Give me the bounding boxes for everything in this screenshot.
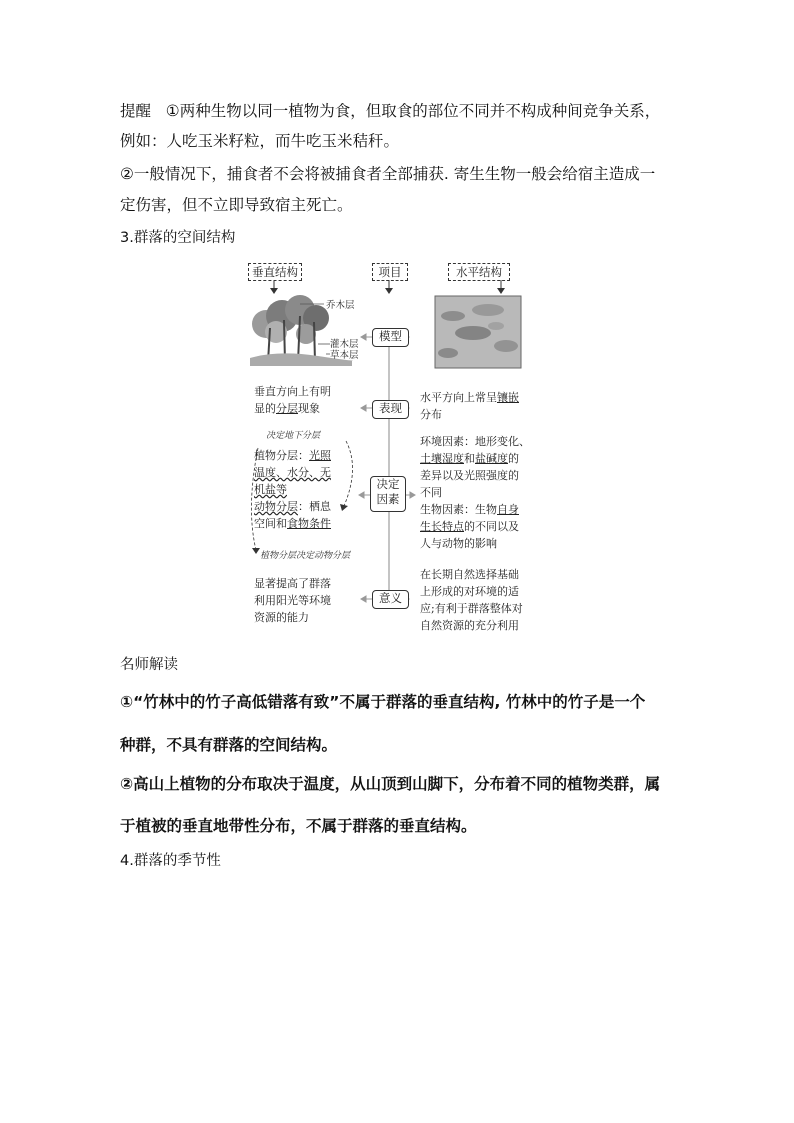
layer-shrub: 灌木层	[330, 339, 359, 350]
vertical-performance-1: 垂直方向上有明	[254, 385, 331, 398]
hf2d: 的	[508, 452, 519, 465]
handwritten-note-top: 决定地下分层	[266, 431, 321, 441]
layer-herb: 草本层	[330, 350, 359, 361]
hf5b: 自身	[497, 503, 519, 516]
tip-line-2: 例如：人吃玉米籽粒，而牛吃玉米秸秆。	[120, 132, 400, 150]
vertical-performance-2	[254, 401, 320, 416]
vertical-meaning-3: 资源的能力	[254, 611, 309, 624]
horizontal-performance-2: 分布	[420, 408, 442, 421]
horizontal-factor-3: 差异以及光照强度的	[420, 469, 519, 482]
spatial-structure-diagram	[248, 258, 548, 638]
horizontal-factor-1: 环境因素：地形变化、	[420, 435, 530, 448]
hf2b: 和	[464, 452, 475, 465]
hf2a: 土壤湿度	[420, 452, 464, 465]
tip-text-1: ①两种生物以同一植物为食，但取食的部位不同并不构成种间竞争关系，	[165, 102, 661, 120]
teacher-heading: 名师解读	[120, 657, 178, 673]
item-factor-line-1: 决定	[376, 477, 400, 491]
horizontal-performance-1	[420, 390, 519, 405]
vf1b: 光照	[309, 449, 331, 462]
item-meaning: 意义	[372, 590, 409, 609]
section-3-heading: 3.群落的空间结构	[120, 230, 236, 246]
vertical-factor-4	[254, 499, 331, 514]
header-item: 项目	[372, 263, 408, 281]
tip-line-3: ②一般情况下，捕食者不会将被捕食者全部捕获. 寄生生物一般会给宿主造成一	[120, 165, 656, 183]
teacher-p1-line1: ①“竹林中的竹子高低错落有致”不属于群落的垂直结构, 竹林中的竹子是一个	[120, 693, 646, 711]
tip-label: 提醒	[120, 102, 152, 120]
item-factor-line-2: 因素	[376, 492, 400, 506]
header-vertical: 垂直结构	[248, 263, 302, 281]
header-horizontal: 水平结构	[448, 263, 510, 281]
vf5a: 空间和	[254, 517, 287, 530]
horizontal-meaning-1: 在长期自然选择基础	[420, 568, 519, 581]
section-4-heading: 4.群落的季节性	[120, 853, 221, 869]
hp1b: 镶嵌	[497, 391, 519, 404]
vf4a: 动物分层	[254, 500, 298, 513]
hf2c: 盐碱度	[475, 452, 508, 465]
tip-line-1	[120, 101, 680, 121]
hf5a: 生物因素：生物	[420, 503, 497, 516]
vertical-meaning-2: 利用阳光等环境	[254, 594, 331, 607]
vf5b: 食物条件	[287, 517, 331, 530]
vf4b: ：栖息	[298, 500, 331, 513]
item-model: 模型	[372, 328, 409, 347]
vertical-factor-1	[254, 448, 331, 463]
vertical-factor-2: 温度、水分、无	[254, 466, 331, 479]
horizontal-factor-5	[420, 502, 519, 517]
hp1a: 水平方向上常呈	[420, 391, 497, 404]
hf6b: 的不同以及	[464, 520, 519, 533]
vp2a: 显的	[254, 402, 276, 415]
horizontal-factor-6	[420, 519, 519, 534]
teacher-p2-line1: ②高山上植物的分布取决于温度，从山顶到山脚下，分布着不同的植物类群，属	[120, 775, 661, 793]
vertical-factor-3: 机盐等	[254, 483, 287, 496]
horizontal-structure-image	[435, 296, 521, 368]
handwritten-note-bottom: 植物分层决定动物分层	[260, 551, 351, 561]
horizontal-factor-2	[420, 451, 519, 466]
horizontal-factor-7: 人与动物的影响	[420, 537, 497, 550]
tip-line-4: 定伤害，但不立即导致宿主死亡。	[120, 196, 353, 214]
horizontal-meaning-3: 应;有利于群落整体对	[420, 602, 523, 615]
horizontal-meaning-2: 上形成的对环境的适	[420, 585, 519, 598]
item-factors	[370, 476, 406, 512]
item-performance: 表现	[372, 400, 409, 419]
horizontal-meaning-4: 自然资源的充分利用	[420, 619, 519, 632]
horizontal-factor-4: 不同	[420, 486, 442, 499]
vertical-meaning-1: 显著提高了群落	[254, 577, 331, 590]
teacher-p1-line2: 种群，不具有群落的空间结构。	[120, 736, 338, 754]
layer-tree: 乔木层	[326, 300, 355, 311]
vf1a: 植物分层：	[254, 449, 309, 462]
teacher-p2-line2: 于植被的垂直地带性分布，不属于群落的垂直结构。	[120, 817, 477, 835]
hf6a: 生长特点	[420, 520, 464, 533]
vertical-factor-5	[254, 516, 331, 531]
vp2b: 分层	[276, 402, 298, 415]
vp2c: 现象	[298, 402, 320, 415]
